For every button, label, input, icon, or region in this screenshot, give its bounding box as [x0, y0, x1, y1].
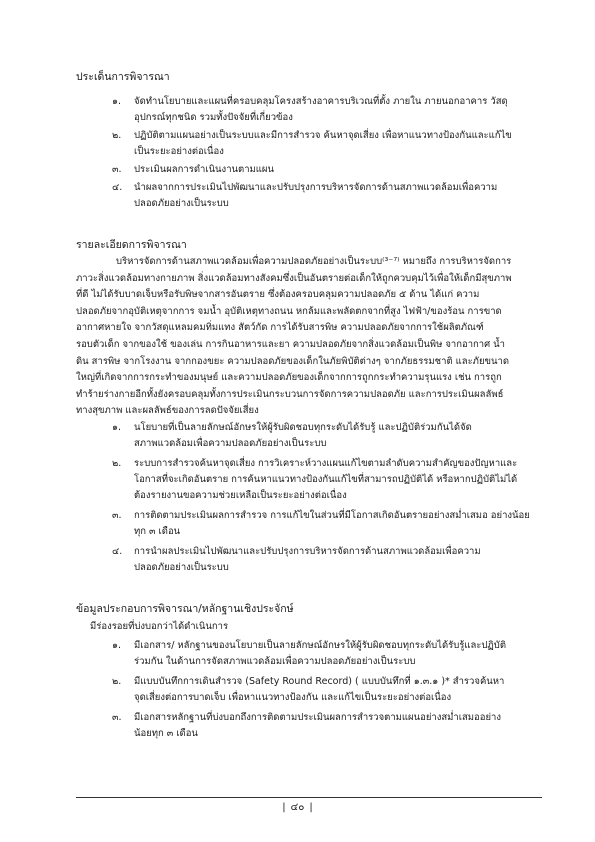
list-number: ๔.	[112, 546, 123, 557]
paragraph-line: ทางสุขภาพ และผลลัพธ์ของการลดปัจจัยเสี่ยง	[76, 405, 259, 417]
list-line: มีเอกสารหลักฐานที่บ่งบอกถึงการติดตามประเมินผลการสำรวจตามแผนอย่างสม่ำเสมออย่าง	[134, 712, 502, 723]
details-paragraph	[76, 254, 536, 420]
paragraph-line: ใหญ่ที่เกิดจากการกระทำของมนุษย์ และความปลอดภัยของเด็กจากการถูกกระทำความรุนแรง เช่น การถูก	[76, 372, 502, 384]
list-line: ทุก ๓ เดือน	[134, 526, 181, 537]
evidence-intro: มีร่องรอยที่บ่งบอกว่าได้ดำเนินการ	[90, 621, 229, 632]
list-line: อุปกรณ์ทุกชนิด รวมทั้งปัจจัยที่เกี่ยวข้อง	[134, 112, 293, 123]
list-line: ระบบการสำรวจค้นหาจุดเสี่ยง การวิเคราะห์วางแผนแก้ไขตามลำดับความสำคัญของปัญหาและ	[134, 458, 518, 469]
list-line: น้อยทุก ๓ เดือน	[134, 728, 198, 739]
paragraph-line: อากาศหายใจ จากวัสดุแหลมคมทิ่มแทง สัตว์กัด การได้รับสารพิษ ความปลอดภัยจากการใช้ผลิตภัณฑ์	[76, 322, 484, 334]
list-number: ๒.	[112, 130, 122, 141]
list-line: เป็นระยะอย่างต่อเนื่อง	[134, 146, 224, 157]
list-number: ๓.	[112, 712, 122, 723]
list-number: ๓.	[112, 510, 122, 521]
list-line: นโยบายที่เป็นลายลักษณ์อักษรให้ผู้รับผิดชอบทุกระดับได้รับรู้ และปฏิบัติร่วมกันได้จัด	[134, 422, 472, 433]
list-line: ปลอดภัยอย่างเป็นระบบ	[134, 198, 229, 209]
paragraph-line: ที่ดี ไม่ได้รับบาดเจ็บหรือรับพิษจากสารอันตราย ซึ่งต้องครอบคลุมความปลอดภัย ๕ ด้าน ได้แก่ ความ	[76, 289, 480, 301]
list-number: ๑.	[112, 640, 122, 651]
paragraph-line: รอบตัวเด็ก จากของใช้ ของเล่น การกินอาหารและยา ความปลอดภัยจากสิ่งแวดล้อมเป็นพิษ จากอากาศ น้ำ	[76, 338, 506, 350]
list-line: การนำผลประเมินไปพัฒนาและปรับปรุงการบริหารจัดการด้านสภาพแวดล้อมเพื่อความ	[134, 546, 481, 557]
page-number	[0, 800, 595, 815]
list-line: ปฏิบัติตามแผนอย่างเป็นระบบและมีการสำรวจ ค้นหาจุดเสี่ยง เพื่อหาแนวทางป้องกันและแก้ไข	[134, 130, 512, 141]
list-line: ต้องรายงานขอความช่วยเหลือเป็นระยะอย่างต่อเนื่อง	[134, 490, 347, 501]
list-line: ปลอดภัยอย่างเป็นระบบ	[134, 562, 229, 573]
paragraph-line: ภาวะสิ่งแวดล้อมทางกายภาพ สิ่งแวดล้อมทางสังคมซึ่งเป็นอันตรายต่อเด็กให้ถูกควบคุมไว้เพื่อให้เด็กมีสุขภาพ	[76, 272, 512, 284]
list-line: จัดทำนโยบายและแผนที่ครอบคลุมโครงสร้างอาคารบริเวณที่ตั้ง ภายใน ภายนอกอาคาร วัสดุ	[134, 96, 508, 107]
list-line: นำผลจากการประเมินไปพัฒนาและปรับปรุงการบริหารจัดการด้านสภาพแวดล้อมเพื่อความ	[134, 182, 498, 193]
list-line: มีแบบบันทึกการเดินสำรวจ (Safety Round Record) ( แบบบันทึกที่ ๑.๓.๑ )* สำรวจค้นหา	[134, 676, 505, 687]
list-number: ๑.	[112, 96, 122, 107]
page-number-bar-right: |	[309, 802, 313, 813]
list-number: ๑.	[112, 422, 122, 433]
section-heading-details: รายละเอียดการพิจารณา	[76, 239, 187, 251]
paragraph-line: บริหารจัดการด้านสภาพแวดล้อมเพื่อความปลอดภัยอย่างเป็นระบบ⁽³⁻⁷⁾ หมายถึง การบริหารจัดการ	[116, 256, 512, 267]
list-line: ประเมินผลการดำเนินงานตามแผน	[134, 164, 274, 175]
page-number-text: ๔๐	[290, 802, 305, 813]
page-number-bar-left: |	[282, 802, 286, 813]
list-line: โอกาสที่จะเกิดอันตราย การค้นหาแนวทางป้องกันแก้ไขที่สามารถปฏิบัติได้ หรือหากปฏิบัติไม่ได้	[134, 474, 518, 485]
list-line: สภาพแวดล้อมเพื่อความปลอดภัยอย่างเป็นระบบ	[134, 438, 327, 449]
list-number: ๔.	[112, 182, 123, 193]
list-number: ๒.	[112, 458, 122, 469]
list-line: ร่วมกัน ในด้านการจัดสภาพแวดล้อมเพื่อความปลอดภัยอย่างเป็นระบบ	[134, 656, 416, 667]
footer-divider	[76, 797, 542, 798]
section-heading-considerations: ประเด็นการพิจารณา	[76, 71, 170, 83]
paragraph-line: ปลอดภัยจากอุบัติเหตุจากการ จมน้ำ อุบัติเหตุทางถนน หกล้มและพลัดตกจากที่สูง ไฟฟ้า/ของร้อน การขาด	[76, 305, 502, 317]
list-line: การติดตามประเมินผลการสำรวจ การแก้ไขในส่วนที่มีโอกาสเกิดอันตรายอย่างสม่ำเสมอ อย่างน้อย	[134, 510, 530, 521]
list-line: จุดเสี่ยงต่อการบาดเจ็บ เพื่อหาแนวทางป้องกัน และแก้ไขเป็นระยะอย่างต่อเนื่อง	[134, 692, 452, 703]
list-number: ๓.	[112, 164, 122, 175]
paragraph-line: ดิน สารพิษ จากโรงงาน จากกองขยะ ความปลอดภัยของเด็กในภัยพิบัติต่างๆ จากภัยธรรมชาติ และภัยขนาด	[76, 355, 510, 367]
list-number: ๒.	[112, 676, 122, 687]
list-line: มีเอกสาร/ หลักฐานของนโยบายเป็นลายลักษณ์อักษรให้ผู้รับผิดชอบทุกระดับได้รับรู้และปฏิบัติ	[134, 640, 507, 651]
section-heading-evidence: ข้อมูลประกอบการพิจารณา/หลักฐานเชิงประจักษ์	[76, 603, 294, 615]
paragraph-line: ทำร้ายร่างกายอีกทั้งยังครอบคลุมทั้งการประเมินกระบวนการจัดการความปลอดภัย และการประเมินผลลัพธ์	[76, 388, 504, 400]
